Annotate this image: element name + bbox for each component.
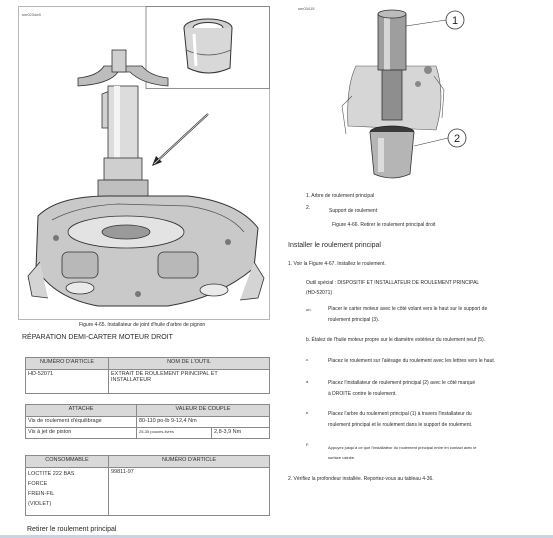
figure-4-66 bbox=[286, 6, 476, 186]
col-header-part-number: NUMÉRO D'ARTICLE bbox=[26, 358, 109, 370]
torque-row-value: 80-110 po-lb 9-12,4 Nm bbox=[137, 417, 270, 428]
figure-caption-4-65: Figure 4-65. Installateur de joint d'huile d'arbre de pignon bbox=[79, 322, 206, 328]
step-e-line2: roulement principal et le roulement dans le support de roulement. bbox=[328, 422, 473, 428]
step-c-text: Placez le roulement sur l'alésage du roulement avec les lettres vers le haut. bbox=[328, 358, 496, 364]
legend-item-2-text: Support de roulement bbox=[329, 208, 378, 214]
consumable-table bbox=[25, 455, 270, 516]
col-header-consumable-part: NUMÉRO D'ARTICLE bbox=[109, 456, 270, 468]
bearing-removal-illustration bbox=[286, 6, 476, 186]
main-bearing-shaft bbox=[378, 10, 406, 120]
special-tool-line1: Outil spécial : DISPOSITIF ET INSTALLATEUR DE ROULEMENT PRINCIPAL bbox=[306, 280, 480, 286]
torque-row-value: 25-35 pouces-livres bbox=[137, 428, 212, 439]
figure-4-65 bbox=[18, 6, 270, 320]
bearing-support bbox=[370, 126, 414, 178]
step-a-line1: Placer le carter moteur avec le côté volant vers le haut sur le support de bbox=[328, 306, 488, 312]
step-f-line2: surface usinée. bbox=[328, 455, 356, 460]
section-title: RÉPARATION DEMI-CARTER MOTEUR DROIT bbox=[22, 334, 173, 341]
torque-row-extra: 2,8-3,9 Nm bbox=[212, 428, 270, 439]
col-header-fastener: ATTACHE bbox=[26, 405, 137, 417]
tool-name-line1: EXTRAIT DE ROULEMENT PRINCIPAL ET bbox=[111, 371, 218, 377]
step-a-label: un. bbox=[306, 307, 312, 312]
tool-part-number: HD-52071 bbox=[26, 370, 109, 394]
next-section-heading: Retirer le roulement principal bbox=[27, 526, 117, 533]
seal-installer-inset bbox=[184, 19, 232, 73]
consumable-line: FREIN-FIL bbox=[28, 491, 55, 497]
figure-caption-4-66: Figure 4-66. Retirer le roulement principal droit bbox=[332, 222, 436, 228]
torque-row-item: Vis à jet de piston bbox=[26, 428, 137, 439]
special-tool-line2: (HD-52071) bbox=[306, 290, 333, 296]
tool-name-line2: INSTALLATEUR bbox=[111, 377, 152, 383]
consumable-line: LOCTITE 222 BAS bbox=[28, 471, 75, 477]
consumable-line: (VIOLET) bbox=[28, 501, 52, 507]
torque-row-item: Vis de roulement d'équilibrage bbox=[26, 417, 137, 428]
step-f-line1: Appuyez jusqu'à ce que l'installateur du roulement principal entre en contact avec le bbox=[328, 445, 477, 450]
tool-table bbox=[25, 357, 270, 394]
step-f-label: F. bbox=[306, 442, 310, 447]
consumable-line: FORCE bbox=[28, 481, 48, 487]
step-c-label: c. bbox=[306, 357, 310, 362]
legend-item-2-number: 2. bbox=[306, 205, 311, 211]
col-header-consumable: CONSOMMABLE bbox=[26, 456, 109, 468]
step-e-label: e. bbox=[306, 410, 310, 415]
consumable-name bbox=[26, 468, 109, 516]
step-d-label: d. bbox=[306, 379, 310, 384]
install-heading: Installer le roulement principal bbox=[288, 242, 381, 249]
callout-2: 2 bbox=[453, 133, 461, 145]
consumable-part-number: 99811-97 bbox=[109, 468, 270, 516]
torque-table bbox=[25, 404, 270, 439]
step-a-line2: roulement principal (3). bbox=[328, 317, 380, 323]
col-header-tool-name: NOM DE L'OUTIL bbox=[109, 358, 270, 370]
step-d-line2: à DROITE contre le roulement. bbox=[328, 391, 397, 397]
callout-1: 1 bbox=[451, 15, 459, 27]
figure-ref: sm0234e8 bbox=[22, 12, 41, 17]
step-d-line1: Placez l'installateur de roulement principal (2) avec le côté marqué bbox=[328, 380, 476, 386]
step-b: b. Étalez de l'huile moteur propre sur le diamètre extérieur du roulement neuf (5). bbox=[306, 337, 486, 343]
step-1: 1. Voir la Figure 4-67. Installez le roulement. bbox=[288, 261, 386, 267]
tool-name bbox=[109, 370, 270, 394]
crankcase-illustration bbox=[18, 6, 270, 320]
col-header-torque-value: VALEUR DE COUPLE bbox=[137, 405, 270, 417]
figure-ref: sm03415 bbox=[298, 6, 315, 11]
step-e-line1: Placez l'arbre du roulement principal (1) à travers l'installateur du bbox=[328, 411, 472, 417]
legend-item-1: 1. Arbre de roulement principal bbox=[306, 193, 375, 199]
step-2: 2. Vérifiez la profondeur installée. Reportez-vous au tableau 4-36. bbox=[288, 476, 434, 482]
